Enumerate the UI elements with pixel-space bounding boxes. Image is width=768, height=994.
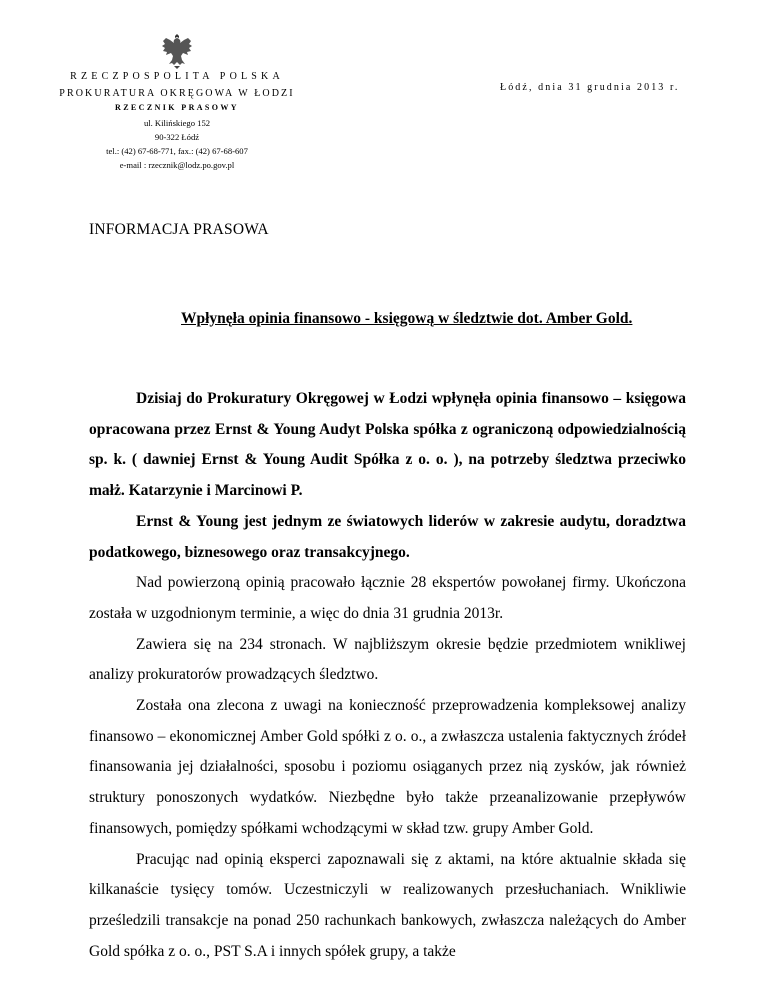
paragraph: Dzisiaj do Prokuratury Okręgowej w Łodzi wpłynęła opinia finansowo – księgowa opracowana przez Ernst & Young Audyt Polska spółka z ograniczoną odpowiedzialnością sp. k. ( dawniej Ernst & Young Audit Spółka z o. o. ), na potrzeby śledztwa przeciwko małż. Katarzynie i Marcinowi P.: [89, 390, 686, 500]
body-text: [89, 384, 686, 967]
paragraph: Ernst & Young jest jednym ze światowych liderów w zakresie audytu, doradztwa podatkowego, biznesowego oraz transakcyjnego.: [89, 512, 686, 561]
header-phone: tel.: (42) 67-68-771, fax.: (42) 67-68-607: [106, 146, 248, 156]
headline: Wpłynęła opinia finansowo - księgową w śledztwie dot. Amber Gold.: [181, 310, 633, 327]
paragraph: Pracując nad opinią eksperci zapoznawali się z aktami, na które aktualnie składa się kilkanaście tysięcy tomów. Uczestniczyli w realizowanych przesłuchaniach. Wnikliwie prześledzili transakcje na ponad 250 rachunkach bankowych, zwłaszcza należących do Amber Gold spółka z o. o., PST S.A i innych spółek grupy, a także: [89, 850, 686, 960]
header-email: e-mail : rzecznik@lodz.po.gov.pl: [119, 160, 235, 170]
header-street: ul. Kilińskiego 152: [143, 118, 211, 128]
paragraph: Została ona zlecona z uwagi na konieczność przeprowadzenia kompleksowej analizy finansowo – ekonomicznej Amber Gold spółki z o. o., a zwłaszcza ustalenia faktycznych źródeł finansowania jej działalności, sposobu i poziomu osiąganych przez nią zysków, jak również struktury ponoszonych wydatków. Niezbędne było także przeanalizowanie przepływów finansowych, pomiędzy spółkami wchodzącymi w skład tzw. grupy Amber Gold.: [89, 697, 686, 837]
header-institution: PROKURATURA OKRĘGOWA W ŁODZI: [59, 88, 295, 99]
header-city: 90-322 Łódź: [154, 132, 200, 142]
eagle-emblem-icon: [160, 32, 194, 70]
header-country: RZECZPOSPOLITA POLSKA: [70, 71, 284, 82]
header-department: RZECZNIK PRASOWY: [115, 103, 239, 112]
place-date: Łódź, dnia 31 grudnia 2013 r.: [500, 82, 680, 93]
document-type: INFORMACJA PRASOWA: [89, 221, 269, 238]
paragraph: Nad powierzoną opinią pracowało łącznie 28 ekspertów powołanej firmy. Ukończona została w uzgodnionym terminie, a więc do dnia 31 grudnia 2013r.: [89, 574, 686, 622]
paragraph: Zawiera się na 234 stronach. W najbliższym okresie będzie przedmiotem wnikliwej analizy prokuratorów prowadzących śledztwo.: [89, 635, 686, 684]
